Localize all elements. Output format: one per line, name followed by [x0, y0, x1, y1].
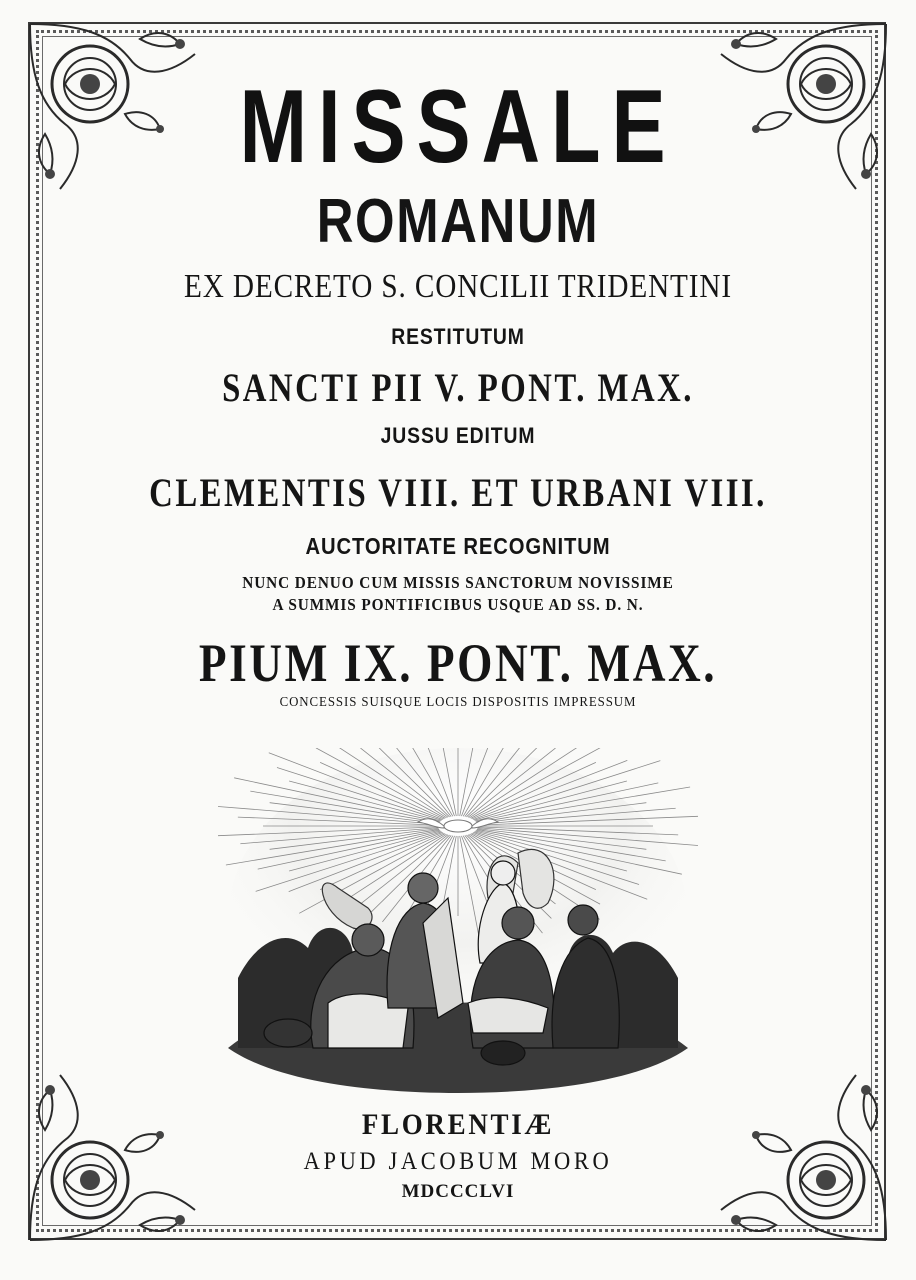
page-subtitle: ROMANUM [316, 187, 600, 256]
nunc-line: NUNC DENUO CUM MISSIS SANCTORUM NOVISSIME [242, 573, 674, 592]
pius-ix-line: PIUM IX. PONT. MAX. [198, 633, 718, 693]
imprint-year: MDCCCLVI [401, 1181, 515, 1202]
pius-v-line: SANCTI PII V. PONT. MAX. [222, 365, 694, 410]
restitutum-line: RESTITUTUM [391, 324, 525, 349]
jussu-line: JUSSU EDITUM [380, 423, 536, 448]
auctoritate-line: AUCTORITATE RECOGNITUM [305, 533, 611, 559]
concessis-line: CONCESSIS SUISQUE LOCIS DISPOSITIS IMPRESSUM [279, 695, 637, 710]
imprint-city: FLORENTIÆ [361, 1108, 555, 1141]
page-title: MISSALE [239, 69, 677, 185]
summis-line: A SUMMIS PONTIFICIBUS USQUE AD SS. D. N. [272, 595, 644, 614]
decree-line: EX DECRETO S. CONCILII TRIDENTINI [184, 268, 732, 305]
imprint-publisher: APUD JACOBUM MORO [303, 1148, 613, 1175]
clement-urban-line: CLEMENTIS VIII. ET URBANI VIII. [149, 470, 767, 515]
four-evangelists-engraving-icon [218, 748, 698, 1098]
